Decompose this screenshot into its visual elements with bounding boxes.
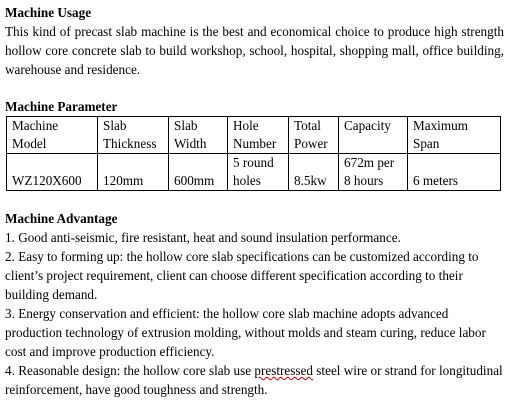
- section-spacer: [5, 191, 504, 209]
- usage-heading: Machine Usage: [5, 5, 92, 20]
- cell-span: 6 meters: [408, 154, 501, 191]
- cell-model: WZ120X600: [7, 154, 98, 191]
- header-cell-span: Maximum Span: [408, 117, 501, 154]
- list-item: 1. Good anti-seismic, fire resistant, heat and sound insulation performance.: [5, 230, 401, 245]
- advantage-list: [5, 228, 504, 399]
- cell-power: 8.5kw: [289, 154, 339, 191]
- header-cell-capacity: Capacity: [339, 117, 408, 154]
- header-cell-width: Slab Width: [169, 117, 228, 154]
- header-cell-power: Total Power: [289, 117, 339, 154]
- section-spacer: [5, 79, 504, 97]
- usage-text: This kind of precast slab machine is the best and economical choice to produce high strength hollow core concrete slab to build workshop, school, hospital, shopping mall, office building, warehouse and residence.: [5, 24, 504, 77]
- table-header-row: [7, 117, 501, 154]
- table-row: [7, 154, 501, 191]
- list-item: 3. Energy conservation and efficient: the hollow core slab machine adopts advanced production technology of extrusion molding, without molds and steam curing, reduce labor cost and improve production efficiency.: [5, 306, 486, 359]
- advantage-heading: Machine Advantage: [5, 211, 118, 226]
- header-cell-model: Machine Model: [7, 117, 98, 154]
- cell-thickness: 120mm: [98, 154, 169, 191]
- parameter-table: [6, 116, 501, 191]
- spellcheck-underlined-word: prestressed: [254, 363, 313, 378]
- header-cell-thickness: Slab Thickness: [98, 117, 169, 154]
- cell-capacity: 672m per 8 hours: [339, 154, 408, 191]
- list-item: 4. Reasonable design: the hollow core slab use prestressed steel wire or strand for longitudinal reinforcement, have good toughness and strength.: [5, 363, 503, 397]
- cell-holes: 5 round holes: [228, 154, 289, 191]
- list-item: 2. Easy to forming up: the hollow core slab specifications can be customized according to client’s project requirement, client can choose different specification according to their building demand.: [5, 249, 479, 302]
- cell-width: 600mm: [169, 154, 228, 191]
- parameter-heading: Machine Parameter: [5, 99, 118, 114]
- header-cell-holes: Hole Number: [228, 117, 289, 154]
